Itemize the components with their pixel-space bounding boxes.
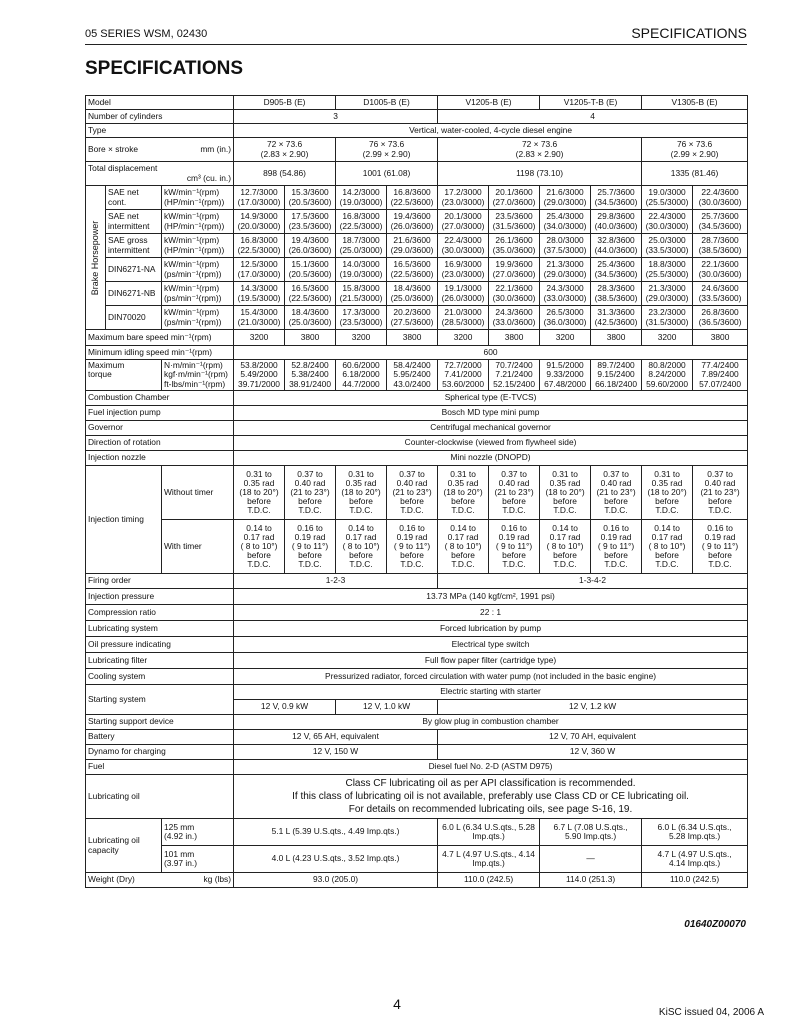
table-cell: 114.0 (251.3) [540, 873, 642, 888]
table-cell: 29.8/3600 (40.0/3600) [591, 210, 642, 234]
table-row [86, 138, 748, 162]
table-cell: 23.5/3600 (31.5/3600) [489, 210, 540, 234]
table-cell: 22.4/3600 (30.0/3600) [693, 186, 748, 210]
table-row [86, 96, 748, 110]
table-cell: 21.6/3000 (29.0/3000) [540, 186, 591, 210]
table-cell: 0.16 to 0.19 rad ( 9 to 11°) before T.D.C. [489, 520, 540, 574]
table-cell: 91.5/2000 9.33/2000 67.48/2000 [540, 360, 591, 391]
row-label: Compression ratio [86, 605, 234, 621]
table-cell: Diesel fuel No. 2-D (ASTM D975) [234, 760, 748, 775]
sub-label: With timer [162, 520, 234, 574]
table-cell: 12.5/3000 (17.0/3000) [234, 258, 285, 282]
table-cell: 16.5/3600 (22.5/3600) [387, 258, 438, 282]
table-cell: Spherical type (E-TVCS) [234, 391, 748, 406]
table-cell: 15.4/3000 (21.0/3000) [234, 306, 285, 330]
row-label: Number of cylinders [86, 110, 234, 124]
table-cell: 110.0 (242.5) [438, 873, 540, 888]
row-label: Weight (Dry) kg (lbs) [86, 873, 234, 888]
spec-table [85, 95, 748, 888]
table-cell: Class CF lubricating oil as per API classification is recommended. If this class of lubricating oil is not available, preferably use Class CD or CE lubricating oil. For details on recommended lubricating oils, see page S-16, 19. [234, 775, 748, 819]
table-cell: 0.16 to 0.19 rad ( 9 to 11°) before T.D.C. [285, 520, 336, 574]
table-cell: 4 [438, 110, 748, 124]
table-cell: 15.8/3000 (21.5/3000) [336, 282, 387, 306]
row-label: Lubricating filter [86, 653, 234, 669]
table-cell: 23.2/3000 (31.5/3000) [642, 306, 693, 330]
row-label: DIN6271-NB [106, 282, 162, 306]
table-cell: 26.8/3600 (36.5/3600) [693, 306, 748, 330]
table-cell: 3200 [234, 330, 285, 346]
unit-label: kW/min⁻¹(rpm) (ps/min⁻¹(rpm)) [162, 306, 234, 330]
sub-label: Without timer [162, 466, 234, 520]
table-cell: 22.1/3600 (30.0/3600) [489, 282, 540, 306]
row-label: Lubricating oil capacity [86, 819, 162, 873]
table-row [86, 162, 748, 186]
table-cell: 28.0/3000 (37.5/3000) [540, 234, 591, 258]
table-row [86, 846, 748, 873]
table-cell: Pressurized radiator, forced circulation with water pump (not included in the basic engine) [234, 669, 748, 685]
table-cell: 17.5/3600 (23.5/3600) [285, 210, 336, 234]
table-cell: 16.9/3000 (23.0/3000) [438, 258, 489, 282]
row-label: Starting support device [86, 715, 234, 730]
table-cell: 72 × 73.6 (2.83 × 2.90) [438, 138, 642, 162]
table-cell: 28.7/3600 (38.5/3600) [693, 234, 748, 258]
table-cell: 26.5/3000 (36.0/3000) [540, 306, 591, 330]
table-cell: 0.37 to 0.40 rad (21 to 23°) before T.D.C. [693, 466, 748, 520]
row-label: Fuel [86, 760, 234, 775]
table-cell: 19.4/3600 (26.0/3600) [387, 210, 438, 234]
table-cell: 52.8/2400 5.38/2400 38.91/2400 [285, 360, 336, 391]
table-cell: 19.1/3000 (26.0/3000) [438, 282, 489, 306]
row-label: Dynamo for charging [86, 745, 234, 760]
table-cell: 0.37 to 0.40 rad (21 to 23°) before T.D.C. [591, 466, 642, 520]
table-row [86, 730, 748, 745]
row-label: Governor [86, 421, 234, 436]
table-cell: 28.3/3600 (38.5/3600) [591, 282, 642, 306]
table-cell: 72 × 73.6 (2.83 × 2.90) [234, 138, 336, 162]
table-cell: 898 (54.86) [234, 162, 336, 186]
table-cell: 18.4/3600 (25.0/3600) [285, 306, 336, 330]
row-label: Cooling system [86, 669, 234, 685]
table-cell: 22.1/3600 (30.0/3600) [693, 258, 748, 282]
table-cell: 4.7 L (4.97 U.S.qts., 4.14 Imp.qts.) [438, 846, 540, 873]
table-row [86, 605, 748, 621]
page-title: SPECIFICATIONS [85, 58, 243, 79]
row-label: Total displacement cm³ (cu. in.) [86, 162, 234, 186]
table-cell: 12 V, 1.2 kW [438, 700, 748, 715]
table-cell: 72.7/2000 7.41/2000 53.60/2000 [438, 360, 489, 391]
table-cell: 3800 [387, 330, 438, 346]
table-cell: 4.0 L (4.23 U.S.qts., 3.52 Imp.qts.) [234, 846, 438, 873]
table-cell: Electrical type switch [234, 637, 748, 653]
figure-id: 01640Z00070 [684, 919, 746, 930]
table-cell: 0.31 to 0.35 rad (18 to 20°) before T.D.C. [540, 466, 591, 520]
table-row [86, 819, 748, 846]
table-cell: 3200 [336, 330, 387, 346]
row-label: Battery [86, 730, 234, 745]
table-cell: Full flow paper filter (cartridge type) [234, 653, 748, 669]
issue-note: KiSC issued 04, 2006 A [658, 1007, 764, 1018]
table-cell: Mini nozzle (DNOPD) [234, 451, 748, 466]
table-cell: 20.2/3600 (27.5/3600) [387, 306, 438, 330]
table-cell: 12.7/3000 (17.0/3000) [234, 186, 285, 210]
table-row [86, 760, 748, 775]
table-cell: 14.0/3000 (19.0/3000) [336, 258, 387, 282]
table-cell: 24.3/3000 (33.0/3000) [540, 282, 591, 306]
unit-label: N·m/min⁻¹(rpm) kgf·m/min⁻¹(rpm) ft-lbs/min⁻¹(rpm) [162, 360, 234, 391]
table-cell: 3800 [693, 330, 748, 346]
table-cell: 22 : 1 [234, 605, 748, 621]
table-cell: 21.3/3000 (29.0/3000) [540, 258, 591, 282]
table-cell: 0.37 to 0.40 rad (21 to 23°) before T.D.C. [285, 466, 336, 520]
table-cell: 16.8/3000 (22.5/3000) [234, 234, 285, 258]
table-row [86, 258, 748, 282]
table-cell: 12 V, 150 W [234, 745, 438, 760]
table-row [86, 124, 748, 138]
table-cell: 0.14 to 0.17 rad ( 8 to 10°) before T.D.C. [234, 520, 285, 574]
row-label: Injection timing [86, 466, 162, 574]
table-cell: 3200 [438, 330, 489, 346]
table-cell: 76 × 73.6 (2.99 × 2.90) [336, 138, 438, 162]
table-cell: 25.7/3600 (34.5/3600) [693, 210, 748, 234]
table-row [86, 282, 748, 306]
table-cell: 53.8/2000 5.49/2000 39.71/2000 [234, 360, 285, 391]
table-cell: 0.14 to 0.17 rad ( 8 to 10°) before T.D.C. [642, 520, 693, 574]
table-cell: 0.31 to 0.35 rad (18 to 20°) before T.D.C. [642, 466, 693, 520]
table-cell: 0.16 to 0.19 rad ( 9 to 11°) before T.D.C. [387, 520, 438, 574]
table-cell: 18.4/3600 (25.0/3600) [387, 282, 438, 306]
table-row [86, 637, 748, 653]
row-label: Injection pressure [86, 589, 234, 605]
table-cell: 1198 (73.10) [438, 162, 642, 186]
row-label: Maximum bare speed min⁻¹(rpm) [86, 330, 234, 346]
table-cell: 3800 [489, 330, 540, 346]
table-cell: 20.1/3600 (27.0/3600) [489, 186, 540, 210]
row-label: Oil pressure indicating [86, 637, 234, 653]
page-number: 4 [393, 996, 401, 1012]
table-cell: 13.73 MPa (140 kgf/cm², 1991 psi) [234, 589, 748, 605]
row-label: Bore × stroke mm (in.) [86, 138, 234, 162]
table-cell: 12 V, 0.9 kW [234, 700, 336, 715]
table-cell: 21.0/3000 (28.5/3000) [438, 306, 489, 330]
table-cell: 89.7/2400 9.15/2400 66.18/2400 [591, 360, 642, 391]
row-label: SAE net cont. [106, 186, 162, 210]
table-cell: 26.1/3600 (35.0/3600) [489, 234, 540, 258]
table-cell: 0.14 to 0.17 rad ( 8 to 10°) before T.D.C. [438, 520, 489, 574]
table-row [86, 589, 748, 605]
table-cell: 1-2-3 [234, 574, 438, 589]
row-label: Starting system [86, 685, 234, 715]
table-row [86, 685, 748, 700]
unit-label: kW/min⁻¹(rpm) (HP/min⁻¹(rpm)) [162, 186, 234, 210]
table-cell: 1335 (81.46) [642, 162, 748, 186]
table-row [86, 745, 748, 760]
table-cell: 31.3/3600 (42.5/3600) [591, 306, 642, 330]
row-label: Lubricating system [86, 621, 234, 637]
table-cell: 17.2/3000 (23.0/3000) [438, 186, 489, 210]
table-cell: 16.5/3600 (22.5/3600) [285, 282, 336, 306]
table-cell: 3 [234, 110, 438, 124]
table-row [86, 330, 748, 346]
row-label: DIN6271-NA [106, 258, 162, 282]
model-name: V1205-B (E) [438, 96, 540, 110]
table-cell: 24.6/3600 (33.5/3600) [693, 282, 748, 306]
table-cell: 93.0 (205.0) [234, 873, 438, 888]
unit-label: kW/min⁻¹(rpm) (HP/min⁻¹(rpm)) [162, 234, 234, 258]
row-label: Direction of rotation [86, 436, 234, 451]
table-cell: 77.4/2400 7.89/2400 57.07/2400 [693, 360, 748, 391]
table-row [86, 406, 748, 421]
table-row [86, 715, 748, 730]
table-row [86, 436, 748, 451]
unit-label: kW/min⁻¹(rpm) (ps/min⁻¹(rpm)) [162, 258, 234, 282]
table-cell: 70.7/2400 7.21/2400 52.15/2400 [489, 360, 540, 391]
model-name: V1305-B (E) [642, 96, 748, 110]
row-label: Type [86, 124, 234, 138]
model-name: D905-B (E) [234, 96, 336, 110]
table-cell: By glow plug in combustion chamber [234, 715, 748, 730]
table-cell: 0.14 to 0.17 rad ( 8 to 10°) before T.D.C. [540, 520, 591, 574]
table-row [86, 421, 748, 436]
table-cell: 4.7 L (4.97 U.S.qts., 4.14 Imp.qts.) [642, 846, 748, 873]
row-label: Minimum idling speed min⁻¹(rpm) [86, 346, 234, 360]
table-cell: Electric starting with starter [234, 685, 748, 700]
table-cell: 18.7/3000 (25.0/3000) [336, 234, 387, 258]
table-row [86, 451, 748, 466]
row-label: Maximum torque [86, 360, 162, 391]
table-row [86, 391, 748, 406]
section-title: SPECIFICATIONS [631, 25, 747, 41]
row-label: SAE net intermittent [106, 210, 162, 234]
table-cell: 22.4/3000 (30.0/3000) [642, 210, 693, 234]
unit-label: kW/min⁻¹(rpm) (ps/min⁻¹(rpm)) [162, 282, 234, 306]
table-cell: 80.8/2000 8.24/2000 59.60/2000 [642, 360, 693, 391]
model-name: D1005-B (E) [336, 96, 438, 110]
table-cell: 60.6/2000 6.18/2000 44.7/2000 [336, 360, 387, 391]
sub-label: 125 mm (4.92 in.) [162, 819, 234, 846]
table-cell: 19.4/3600 (26.0/3600) [285, 234, 336, 258]
table-cell: 12 V, 70 AH, equivalent [438, 730, 748, 745]
table-cell: 0.31 to 0.35 rad (18 to 20°) before T.D.C. [234, 466, 285, 520]
table-row [86, 653, 748, 669]
table-cell: 3200 [642, 330, 693, 346]
table-cell: 6.0 L (6.34 U.S.qts., 5.28 Imp.qts.) [438, 819, 540, 846]
table-cell: 24.3/3600 (33.0/3600) [489, 306, 540, 330]
table-cell: 16.8/3000 (22.5/3000) [336, 210, 387, 234]
table-row [86, 210, 748, 234]
table-row [86, 669, 748, 685]
table-cell: 3800 [285, 330, 336, 346]
manual-id: 05 SERIES WSM, 02430 [85, 28, 208, 40]
table-cell: 12 V, 360 W [438, 745, 748, 760]
table-cell: 5.1 L (5.39 U.S.qts., 4.49 Imp.qts.) [234, 819, 438, 846]
row-label: Injection nozzle [86, 451, 234, 466]
table-cell: 12 V, 65 AH, equivalent [234, 730, 438, 745]
table-cell: Counter-clockwise (viewed from flywheel side) [234, 436, 748, 451]
table-row [86, 775, 748, 819]
table-cell: 0.16 to 0.19 rad ( 9 to 11°) before T.D.C. [591, 520, 642, 574]
sub-label: 101 mm (3.97 in.) [162, 846, 234, 873]
table-cell: 20.1/3000 (27.0/3000) [438, 210, 489, 234]
table-row [86, 574, 748, 589]
row-label: Fuel injection pump [86, 406, 234, 421]
table-cell: 14.9/3000 (20.0/3000) [234, 210, 285, 234]
table-cell: 76 × 73.6 (2.99 × 2.90) [642, 138, 748, 162]
model-name: V1205-T-B (E) [540, 96, 642, 110]
table-cell: 1001 (61.08) [336, 162, 438, 186]
table-cell: 19.9/3600 (27.0/3600) [489, 258, 540, 282]
table-cell: 18.8/3000 (25.5/3000) [642, 258, 693, 282]
row-label: SAE gross intermittent [106, 234, 162, 258]
table-cell: 15.3/3600 (20.5/3600) [285, 186, 336, 210]
table-row [86, 234, 748, 258]
table-cell: 110.0 (242.5) [642, 873, 748, 888]
table-cell: 21.3/3000 (29.0/3000) [642, 282, 693, 306]
table-row [86, 873, 748, 888]
table-cell: 3800 [591, 330, 642, 346]
table-row [86, 621, 748, 637]
table-cell: 15.1/3600 (20.5/3600) [285, 258, 336, 282]
table-row [86, 306, 748, 330]
row-label: Model [86, 96, 234, 110]
table-cell: Bosch MD type mini pump [234, 406, 748, 421]
table-cell: 0.31 to 0.35 rad (18 to 20°) before T.D.C. [336, 466, 387, 520]
table-cell: 12 V, 1.0 kW [336, 700, 438, 715]
table-cell: 25.4/3600 (34.5/3600) [591, 258, 642, 282]
row-label: Combustion Chamber [86, 391, 234, 406]
table-cell: 16.8/3600 (22.5/3600) [387, 186, 438, 210]
table-cell: 0.31 to 0.35 rad (18 to 20°) before T.D.C. [438, 466, 489, 520]
table-cell: 3200 [540, 330, 591, 346]
table-cell: 25.0/3000 (33.5/3000) [642, 234, 693, 258]
table-cell: 58.4/2400 5.95/2400 43.0/2400 [387, 360, 438, 391]
table-cell: 6.0 L (6.34 U.S.qts., 5.28 Imp.qts.) [642, 819, 748, 846]
table-cell: — [540, 846, 642, 873]
table-cell: 14.2/3000 (19.0/3000) [336, 186, 387, 210]
table-cell: 14.3/3000 (19.5/3000) [234, 282, 285, 306]
table-cell: 21.6/3600 (29.0/3600) [387, 234, 438, 258]
table-cell: 25.4/3000 (34.0/3000) [540, 210, 591, 234]
row-label: Firing order [86, 574, 234, 589]
table-cell: Vertical, water-cooled, 4-cycle diesel engine [234, 124, 748, 138]
table-row [86, 186, 748, 210]
table-cell: 0.37 to 0.40 rad (21 to 23°) before T.D.C. [489, 466, 540, 520]
table-cell: 22.4/3000 (30.0/3000) [438, 234, 489, 258]
table-row [86, 110, 748, 124]
table-row [86, 466, 748, 520]
table-cell: 17.3/3000 (23.5/3000) [336, 306, 387, 330]
bhp-group-label: Brake Horsepower [86, 186, 106, 330]
row-label: Lubricating oil [86, 775, 234, 819]
page-header [85, 24, 747, 45]
table-cell: 32.8/3600 (44.0/3600) [591, 234, 642, 258]
table-cell: 0.16 to 0.19 rad ( 9 to 11°) before T.D.C. [693, 520, 748, 574]
table-cell: 6.7 L (7.08 U.S.qts., 5.90 Imp.qts.) [540, 819, 642, 846]
table-cell: 600 [234, 346, 748, 360]
table-row [86, 360, 748, 391]
table-cell: Forced lubrication by pump [234, 621, 748, 637]
table-cell: 1-3-4-2 [438, 574, 748, 589]
unit-label: kW/min⁻¹(rpm) (HP/min⁻¹(rpm)) [162, 210, 234, 234]
table-cell: 19.0/3000 (25.5/3000) [642, 186, 693, 210]
table-cell: 0.14 to 0.17 rad ( 8 to 10°) before T.D.C. [336, 520, 387, 574]
table-cell: Centrifugal mechanical governor [234, 421, 748, 436]
table-cell: 0.37 to 0.40 rad (21 to 23°) before T.D.C. [387, 466, 438, 520]
table-cell: 25.7/3600 (34.5/3600) [591, 186, 642, 210]
table-row [86, 520, 748, 574]
row-label: DIN70020 [106, 306, 162, 330]
table-row [86, 346, 748, 360]
